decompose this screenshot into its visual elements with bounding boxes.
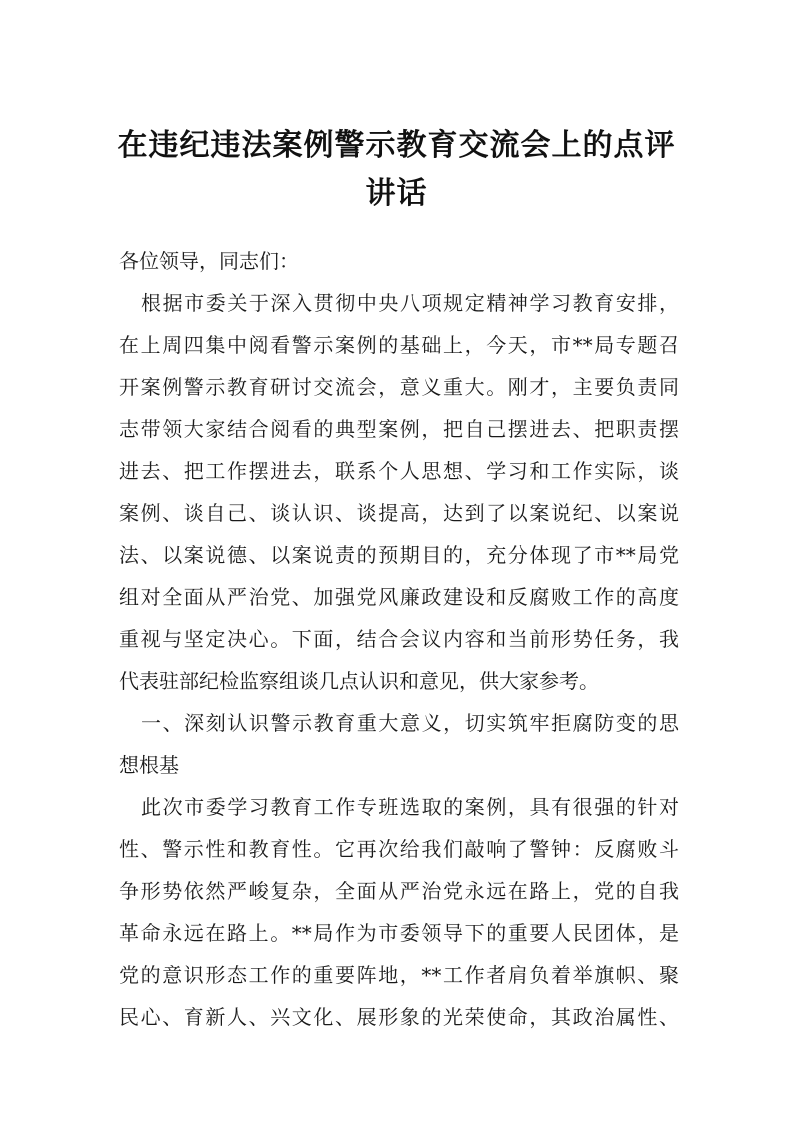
salutation: 各位领导，同志们： xyxy=(119,249,299,273)
paragraph-line: 党的意识形态工作的重要阵地，**工作者肩负着举旗帜、聚 xyxy=(119,963,679,987)
paragraph-line: 革命永远在路上。**局作为市委领导下的重要人民团体，是 xyxy=(119,921,679,945)
paragraph-line: 法、以案说德、以案说责的预期目的，充分体现了市**局党 xyxy=(119,543,679,567)
paragraph-line: 重视与坚定决心。下面，结合会议内容和当前形势任务，我 xyxy=(119,627,679,651)
paragraph-line: 组对全面从严治党、加强党风廉政建设和反腐败工作的高度 xyxy=(119,585,679,609)
paragraph-line: 此次市委学习教育工作专班选取的案例，具有很强的针对 xyxy=(141,795,679,819)
section-heading-line: 一、深刻认识警示教育重大意义，切实筑牢拒腐防变的思 xyxy=(141,711,679,735)
paragraph-line: 案例、谈自己、谈认识、谈提高，达到了以案说纪、以案说 xyxy=(119,501,679,525)
paragraph-line: 民心、育新人、兴文化、展形象的光荣使命，其政治属性、 xyxy=(119,1005,679,1029)
section-heading-line: 想根基 xyxy=(119,753,179,777)
paragraph-line: 在上周四集中阅看警示案例的基础上，今天，市**局专题召 xyxy=(119,333,679,357)
document-title-line-2: 讲话 xyxy=(365,176,428,211)
paragraph-line: 进去、把工作摆进去，联系个人思想、学习和工作实际，谈 xyxy=(119,459,679,483)
document-title-line-1: 在违纪违法案例警示教育交流会上的点评 xyxy=(117,128,676,163)
paragraph-line: 根据市委关于深入贯彻中央八项规定精神学习教育安排， xyxy=(141,291,679,315)
paragraph-line: 代表驻部纪检监察组谈几点认识和意见，供大家参考。 xyxy=(119,669,599,693)
paragraph-line: 志带领大家结合阅看的典型案例，把自己摆进去、把职责摆 xyxy=(119,417,679,441)
paragraph-line: 性、警示性和教育性。它再次给我们敲响了警钟：反腐败斗 xyxy=(119,837,679,861)
paragraph-line: 开案例警示教育研讨交流会，意义重大。刚才，主要负责同 xyxy=(119,375,679,399)
paragraph-line: 争形势依然严峻复杂，全面从严治党永远在路上，党的自我 xyxy=(119,879,679,903)
